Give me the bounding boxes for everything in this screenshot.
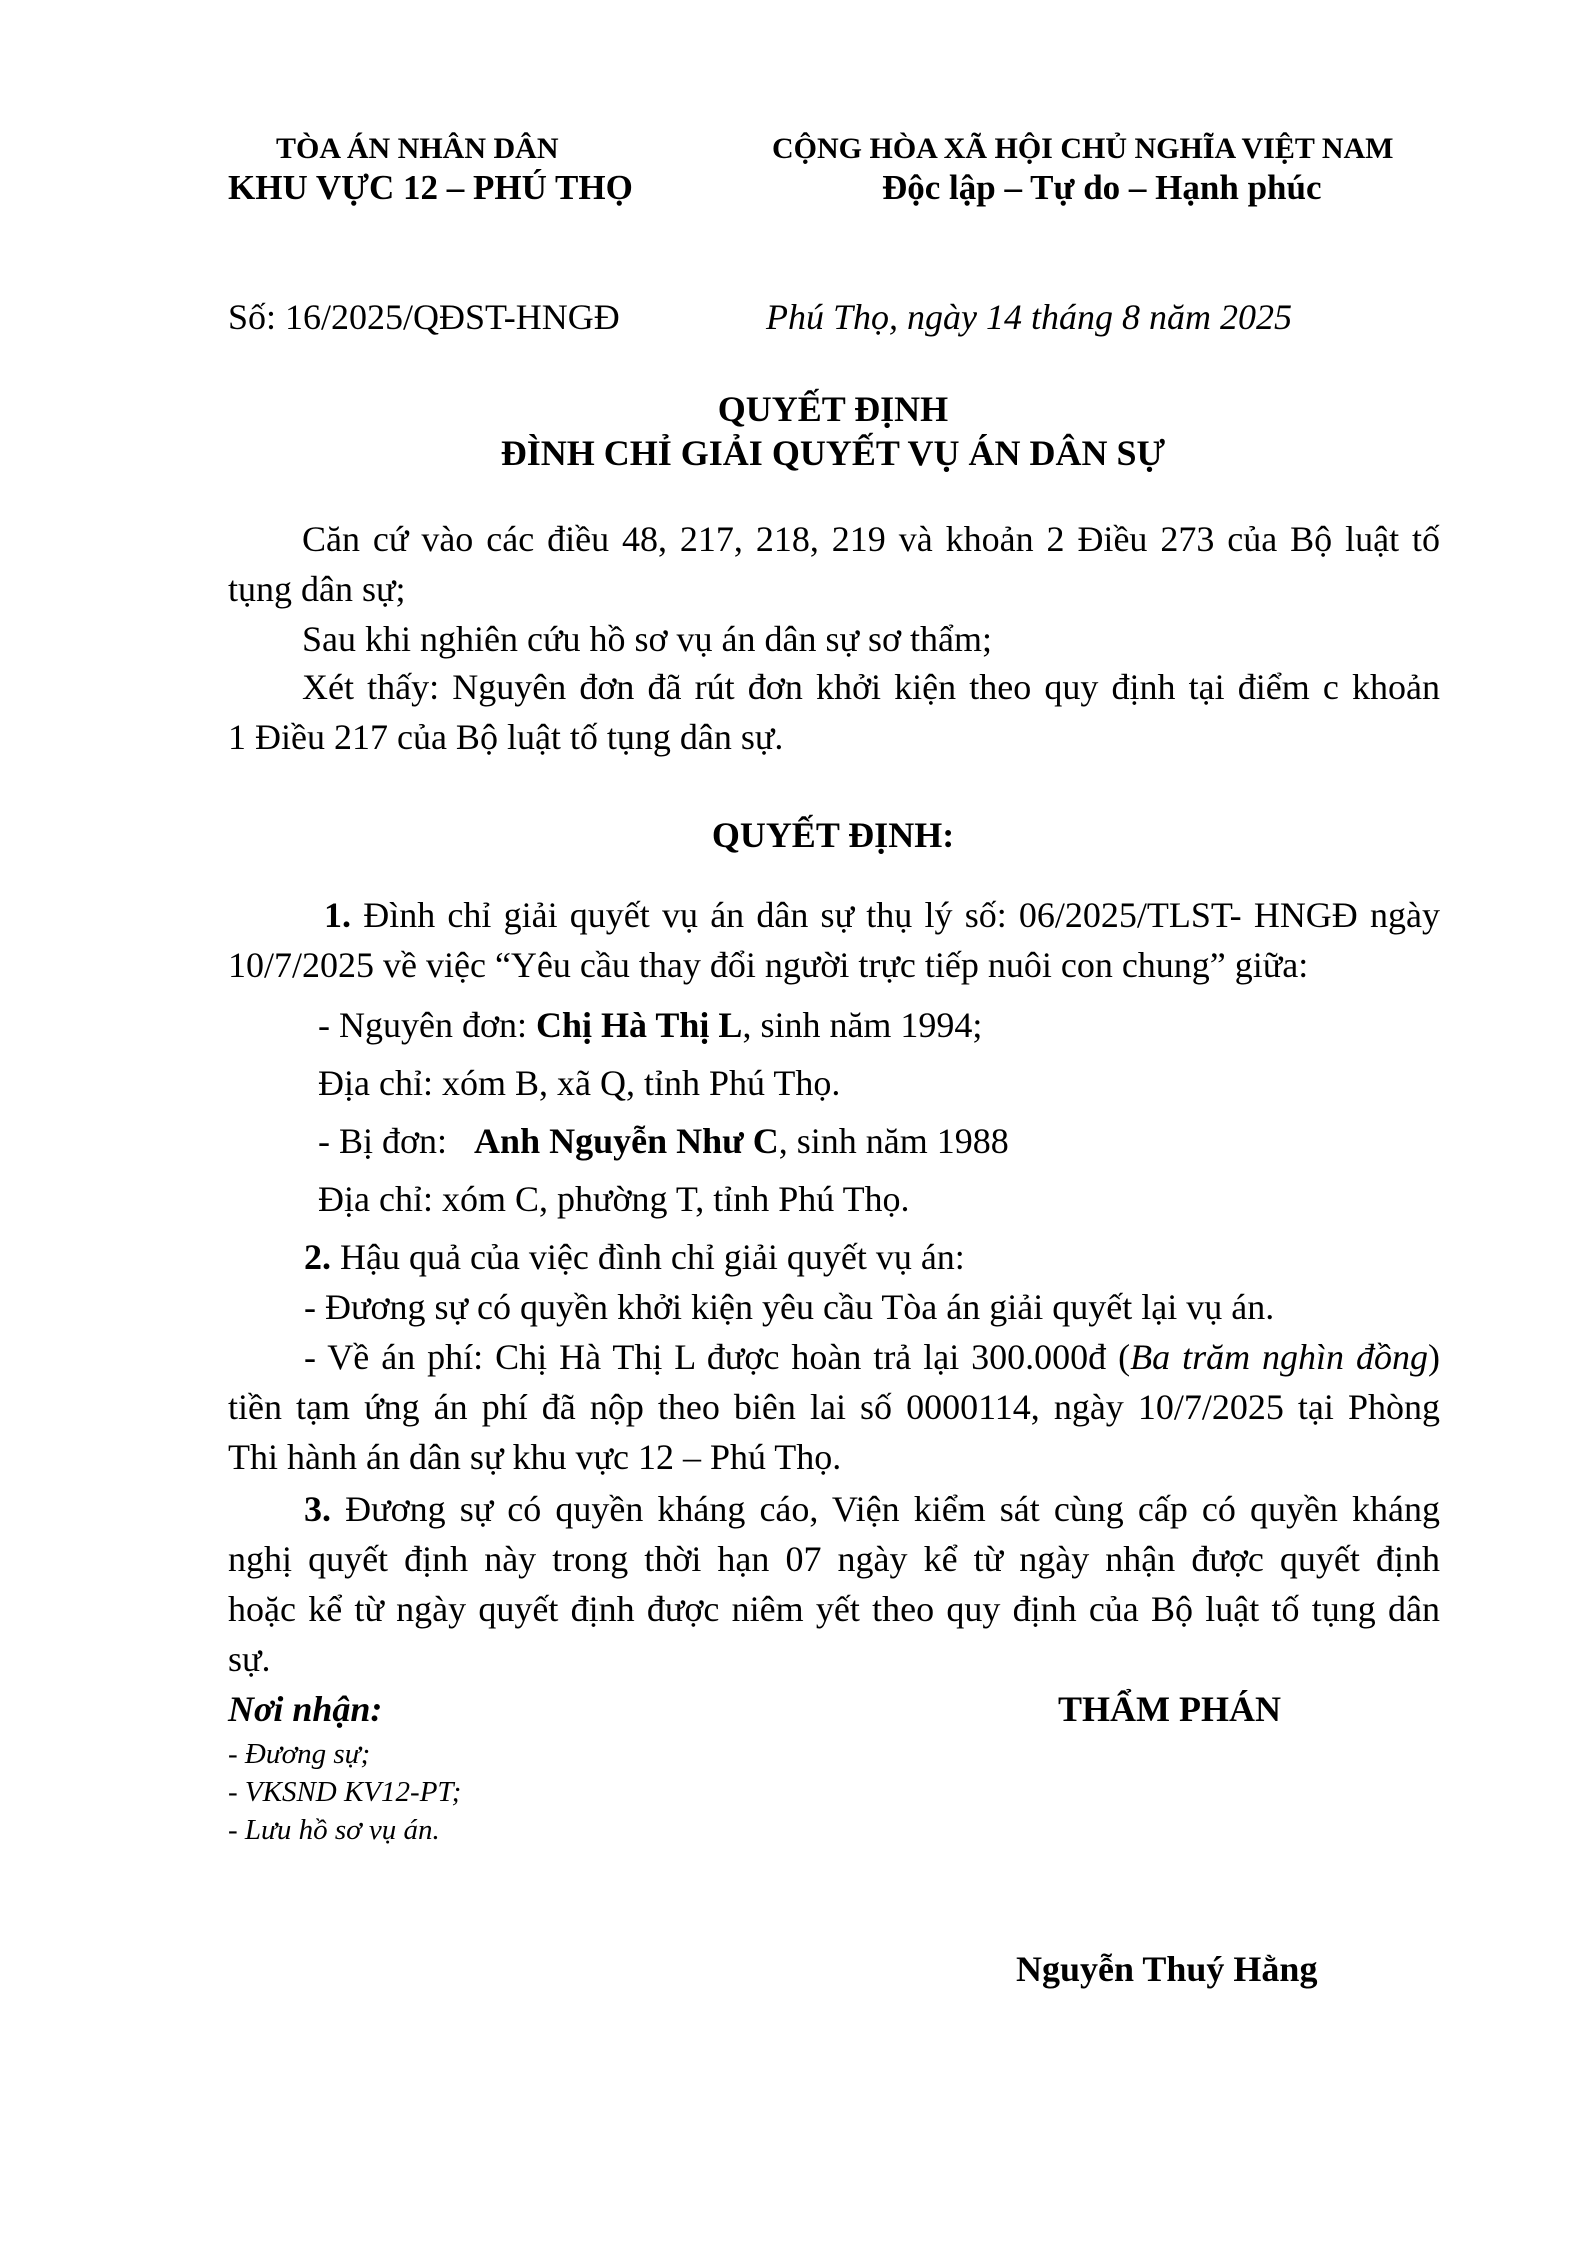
court-fee-text: - Về án phí: Chị Hà Thị L được hoàn trả lại 300.000đ ( — [304, 1337, 1131, 1377]
item-3-line3: hoặc kể từ ngày quyết định được niêm yết theo quy định của Bộ luật tố tụng dân — [228, 1589, 1440, 1629]
item-2-line-a: - Đương sự có quyền khởi kiện yêu cầu Tòa án giải quyết lại vụ án. — [304, 1287, 1275, 1327]
item-3-number: 3. — [304, 1489, 331, 1529]
basis-paragraph-1-line1: Căn cứ vào các điều 48, 217, 218, 219 và khoản 2 Điều 273 của Bộ luật tố — [302, 519, 1440, 559]
defendant-line — [318, 1116, 1009, 1166]
item-3-line2: nghị quyết định này trong thời hạn 07 ngày kể từ ngày nhận được quyết định — [228, 1539, 1440, 1579]
item-3-line1 — [304, 1484, 1440, 1534]
document-number: Số: 16/2025/QĐST-HNGĐ — [228, 297, 620, 337]
item-2-number: 2. — [304, 1237, 331, 1277]
court-fee-amount-words: Ba trăm nghìn đồng — [1130, 1337, 1428, 1377]
judge-title: THẨM PHÁN — [1058, 1689, 1281, 1729]
document-subtitle: ĐÌNH CHỈ GIẢI QUYẾT VỤ ÁN DÂN SỰ — [500, 433, 1166, 473]
court-fee-close: ) — [1428, 1337, 1440, 1377]
item-3-line4: sự. — [228, 1639, 271, 1679]
nation-motto: Độc lập – Tự do – Hạnh phúc — [882, 168, 1322, 207]
plaintiff-label: - Nguyên đơn: — [318, 1005, 537, 1045]
basis-paragraph-1-line2: tụng dân sự; — [228, 569, 406, 609]
defendant-address: Địa chỉ: xóm C, phường T, tỉnh Phú Thọ. — [318, 1179, 910, 1219]
court-fee-line3: Thi hành án dân sự khu vực 12 – Phú Thọ. — [228, 1437, 842, 1477]
item-2-text: Hậu quả của việc đình chỉ giải quyết vụ án: — [331, 1237, 965, 1277]
court-name-line1: TÒA ÁN NHÂN DÂN — [276, 132, 559, 165]
nation-name: CỘNG HÒA XÃ HỘI CHỦ NGHĨA VIỆT NAM — [772, 132, 1394, 165]
basis-paragraph-2: Sau khi nghiên cứu hồ sơ vụ án dân sự sơ thẩm; — [302, 619, 993, 659]
recipient-item: - VKSND KV12-PT; — [228, 1776, 462, 1808]
place-date: Phú Thọ, ngày 14 tháng 8 năm 2025 — [766, 297, 1292, 337]
plaintiff-line — [318, 1000, 982, 1050]
recipient-item: - Lưu hồ sơ vụ án. — [228, 1814, 440, 1846]
plaintiff-birth: , sinh năm 1994; — [742, 1005, 983, 1045]
defendant-birth: , sinh năm 1988 — [778, 1121, 1009, 1161]
court-fee-line2: tiền tạm ứng án phí đã nộp theo biên lai số 0000114, ngày 10/7/2025 tại Phòng — [228, 1387, 1440, 1427]
decision-heading: QUYẾT ĐỊNH: — [711, 815, 955, 855]
court-name-line2: KHU VỰC 12 – PHÚ THỌ — [228, 168, 633, 207]
court-fee-line1 — [304, 1332, 1440, 1382]
item-1-line2: 10/7/2025 về việc “Yêu cầu thay đổi người trực tiếp nuôi con chung” giữa: — [228, 945, 1309, 985]
defendant-name: Anh Nguyễn Như C — [474, 1121, 779, 1161]
item-1-text: Đình chỉ giải quyết vụ án dân sự thụ lý số: 06/2025/TLST- HNGĐ ngày — [351, 895, 1440, 935]
item-3-text: Đương sự có quyền kháng cáo, Viện kiểm sát cùng cấp có quyền kháng — [331, 1489, 1440, 1529]
recipients-heading: Nơi nhận: — [228, 1689, 383, 1729]
basis-paragraph-3-line2: 1 Điều 217 của Bộ luật tố tụng dân sự. — [228, 717, 784, 757]
judge-name: Nguyễn Thuý Hằng — [1016, 1949, 1318, 1989]
defendant-label: - Bị đơn: — [318, 1121, 475, 1161]
plaintiff-address: Địa chỉ: xóm B, xã Q, tỉnh Phú Thọ. — [318, 1063, 841, 1103]
document-title: QUYẾT ĐỊNH — [717, 389, 949, 429]
recipient-item: - Đương sự; — [228, 1738, 371, 1770]
item-1-line1 — [324, 890, 1440, 940]
item-1-number: 1. — [324, 895, 351, 935]
basis-paragraph-3-line1: Xét thấy: Nguyên đơn đã rút đơn khởi kiện theo quy định tại điểm c khoản — [302, 667, 1440, 707]
item-2-heading — [304, 1232, 965, 1282]
plaintiff-name: Chị Hà Thị L — [536, 1005, 743, 1045]
